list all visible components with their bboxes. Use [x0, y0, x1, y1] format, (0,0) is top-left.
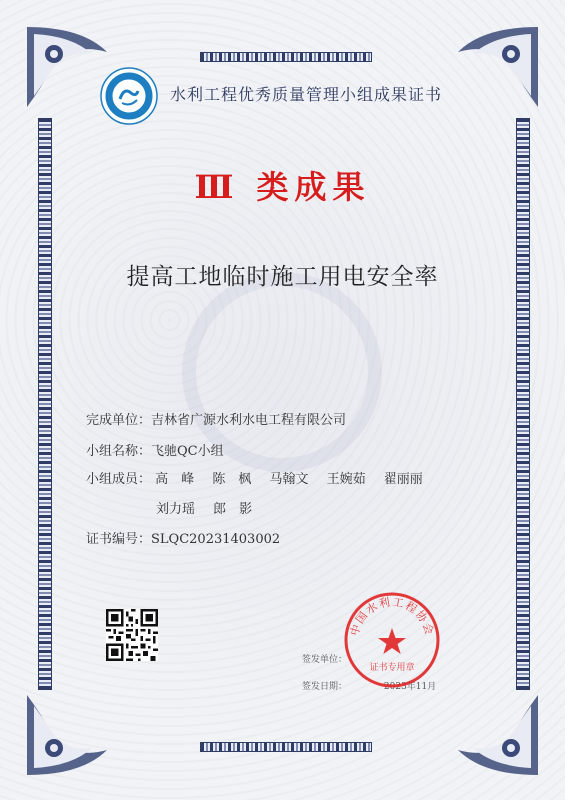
corner-ornament-bottom-right [453, 690, 543, 780]
unit-line [86, 409, 346, 428]
association-logo [100, 67, 158, 125]
unit-label: 完成单位： [86, 413, 152, 428]
members-line-1 [86, 468, 437, 487]
top-border [200, 52, 372, 62]
official-seal [342, 590, 442, 690]
date-value: 2023年11月 [383, 682, 437, 692]
certificate-title: 水利工程优秀质量管理小组成果证书 [170, 85, 443, 104]
unit-value: 吉林省广源水利水电工程有限公司 [151, 413, 347, 428]
corner-ornament-bottom-left [22, 690, 112, 780]
members-label: 小组成员： [86, 472, 152, 487]
qr-code[interactable] [106, 609, 158, 661]
issuer-line [302, 652, 347, 665]
member: 高 峰 [155, 472, 195, 487]
group-value: 飞驰QC小组 [151, 444, 224, 459]
group-line [86, 440, 224, 459]
svg-text:证书专用章: 证书专用章 [369, 663, 415, 673]
grade-heading: Ⅲ 类成果 [194, 168, 371, 206]
date-label: 签发日期： [302, 682, 348, 692]
project-title: 提高工地临时施工用电安全率 [126, 264, 439, 290]
cert-number-line [86, 528, 280, 547]
member: 郎 影 [213, 502, 253, 517]
member: 陈 枫 [212, 472, 252, 487]
member: 马翰文 [269, 472, 309, 487]
member: 翟丽丽 [383, 472, 423, 487]
bottom-border [200, 742, 372, 752]
corner-ornament-top-left [22, 22, 112, 112]
issuer-label: 签发单位： [302, 655, 348, 665]
cert-number-label: 证书编号： [86, 532, 152, 547]
svg-text:中国水利工程协会: 中国水利工程协会 [347, 595, 437, 638]
members-line-2 [156, 498, 266, 517]
cert-number-value: SLQC20231403002 [151, 532, 281, 547]
member: 刘力瑶 [156, 502, 196, 517]
group-label: 小组名称： [86, 444, 152, 459]
member: 王婉茹 [326, 472, 366, 487]
